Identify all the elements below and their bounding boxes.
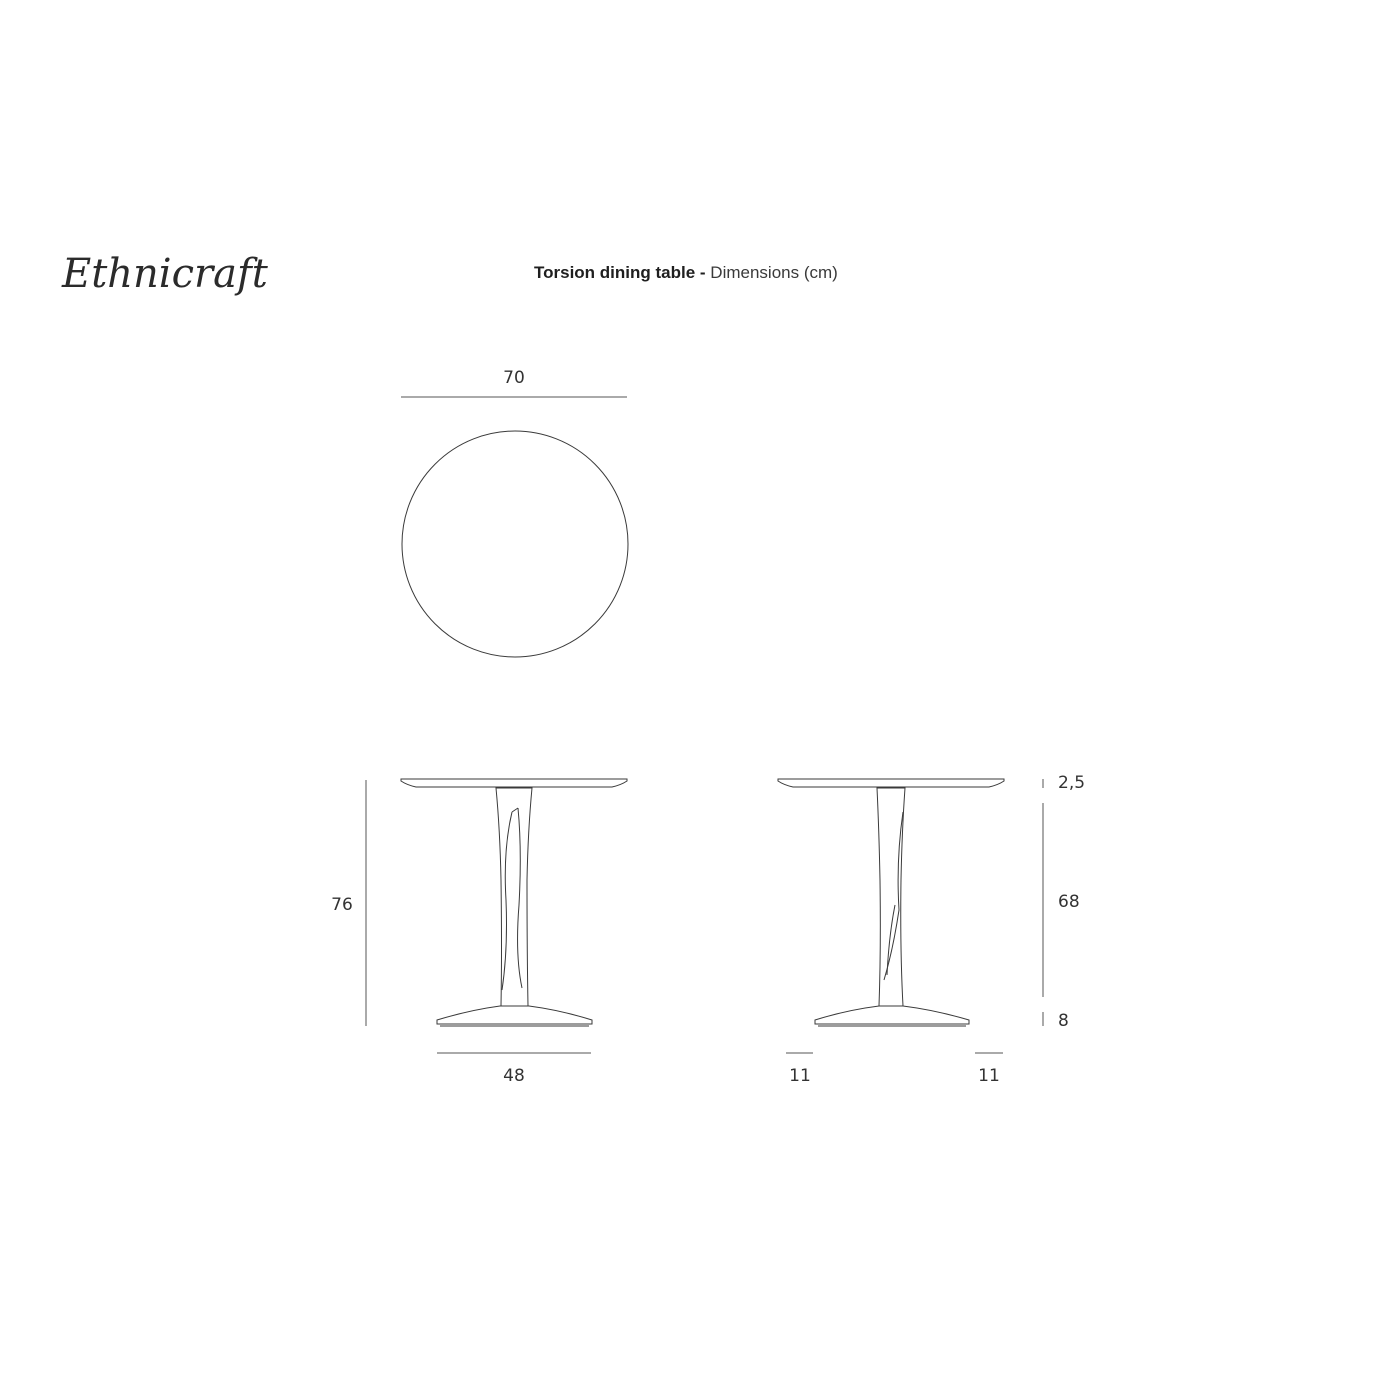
- tabletop-circle: [402, 431, 628, 657]
- top-width-label: 70: [503, 368, 525, 388]
- brand-logo: Ethnicraft: [62, 251, 268, 297]
- side-view: [778, 773, 1085, 1086]
- side-column-twist: [884, 812, 903, 980]
- front-column-twist-top: [512, 808, 518, 812]
- side-base-height-label: 8: [1058, 1011, 1069, 1031]
- front-base-width-label: 48: [503, 1066, 525, 1086]
- top-view: [401, 368, 628, 657]
- front-view: [331, 779, 627, 1086]
- side-column-height-label: 68: [1058, 892, 1080, 912]
- front-column-twist-left: [502, 812, 512, 990]
- side-base: [815, 1006, 969, 1024]
- product-name: Torsion dining table -: [534, 263, 711, 282]
- front-base: [437, 1006, 592, 1024]
- front-height-label: 76: [331, 895, 353, 915]
- side-tabletop: [778, 779, 1004, 787]
- front-tabletop: [401, 779, 627, 787]
- side-right-offset-label: 11: [978, 1066, 1000, 1086]
- side-top-thickness-label: 2,5: [1058, 773, 1086, 793]
- page-title: [534, 263, 838, 282]
- front-column-twist-right: [518, 808, 522, 988]
- side-left-offset-label: 11: [789, 1066, 811, 1086]
- title-subtitle: Dimensions (cm): [710, 263, 838, 282]
- front-column: [496, 788, 532, 1006]
- side-column: [877, 788, 905, 1006]
